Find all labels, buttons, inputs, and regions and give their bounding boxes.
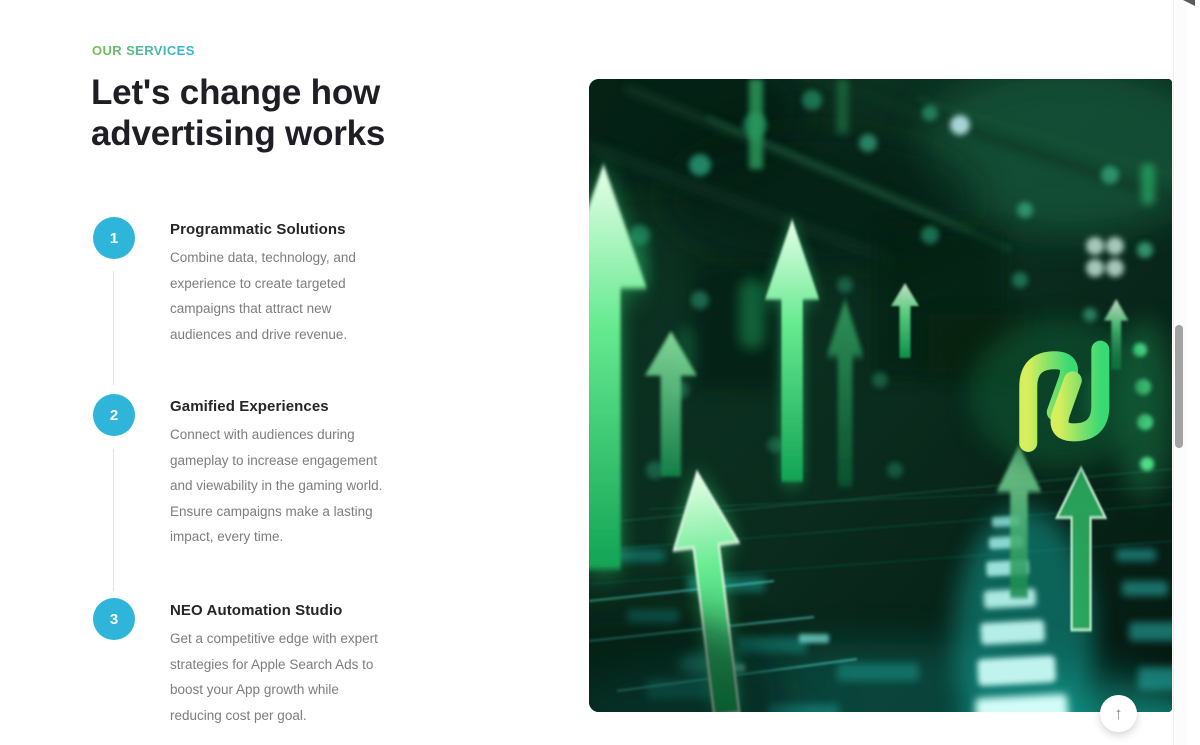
scroll-to-top-button[interactable] bbox=[1100, 695, 1137, 732]
step-badge-2 bbox=[93, 394, 135, 436]
section-eyebrow: OUR SERVICES bbox=[92, 43, 195, 58]
step-number: 1 bbox=[109, 229, 119, 247]
service-item-programmatic bbox=[93, 217, 403, 387]
service-description: Connect with audiences during gameplay to increase engagement and viewability in the gaming world. Ensure campaigns make a lasting impact, every time. bbox=[170, 427, 383, 544]
service-item-gamified bbox=[93, 394, 403, 564]
step-number: 3 bbox=[109, 610, 119, 628]
service-title: Programmatic Solutions bbox=[170, 221, 346, 238]
up-arrow-icon: ↑ bbox=[1114, 704, 1123, 723]
service-item-neo-automation bbox=[93, 598, 403, 745]
step-badge-1 bbox=[93, 217, 135, 259]
hero-illustration bbox=[589, 79, 1172, 712]
scrollbar-thumb[interactable] bbox=[1175, 325, 1183, 448]
hero-image bbox=[589, 79, 1172, 712]
service-title: Gamified Experiences bbox=[170, 398, 329, 415]
service-title: NEO Automation Studio bbox=[170, 602, 343, 619]
section-heading: Let's change how advertising works bbox=[91, 73, 386, 153]
service-description: Get a competitive edge with expert strategies for Apple Search Ads to boost your App growth while reducing cost per goal. bbox=[170, 631, 378, 723]
scrollbar-track[interactable] bbox=[1173, 0, 1187, 745]
step-badge-3 bbox=[93, 598, 135, 640]
service-description: Combine data, technology, and experience to create targeted campaigns that attract new audiences and drive revenue. bbox=[170, 250, 356, 342]
neo-logo bbox=[969, 319, 1149, 469]
step-number: 2 bbox=[109, 406, 119, 424]
